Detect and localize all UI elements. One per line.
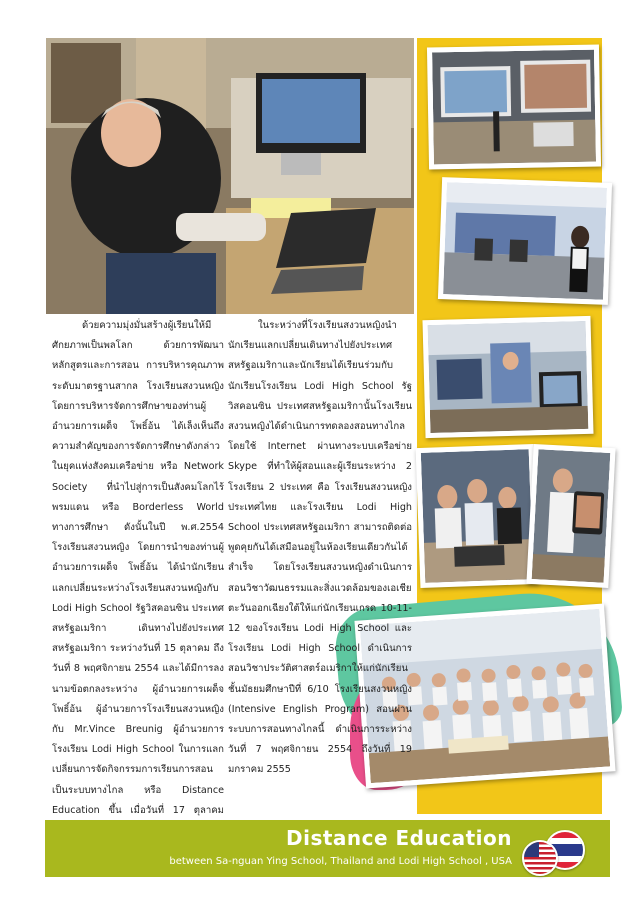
main-photo-teacher-computer	[46, 38, 414, 314]
article-column-left: ด้วยความมุ่งมั่นสร้างผู้เรียนให้มีศักยภาพเป็นพลโลก ด้วยการพัฒนาหลักสูตรและการสอน การบริหารคุณภาพระดับมาตรฐานสากล โรงเรียนสงวนหญิงโดยการบริหารจัดการศึกษาของท่านผู้อำนวยการเผด็จ โพธิ์อ้น ได้เล็งเห็นถึงความสำคัญของการจัดการศึกษาดังกล่าวในยุคแห่งสังคมเครือข่าย หรือ Network Society ที่นำไปสู่การเป็นสังคมโลกไร้พรมแดน หรือ Borderless World ทางการศึกษา ดังนั้นในปี พ.ศ.2554 โรงเรียนสงวนหญิง โดยการนำของท่านผู้อำนวยการเผด็จ โพธิ์อ้น ได้นำนักเรียนแลกเปลี่ยนระหว่างโรงเรียนสงวนหญิงกับ Lodi High School รัฐวิสคอนซิน ประเทศสหรัฐอเมริกา เดินทางไปยังประเทศสหรัฐอเมริกา ระหว่างวันที่ 15 ตุลาคม ถึงวันที่ 8 พฤศจิกายน 2554 และได้มีการลงนามข้อตกลงระหว่าง ผู้อำนวยการเผด็จ โพธิ์อ้น ผู้อำนวยการโรงเรียนสงวนหญิงกับ Mr.Vince Breunig ผู้อำนวยการโรงเรียน Lodi High School ในการแลกเปลี่ยนการจัดกิจกรรมการเรียนการสอนเป็นระบบทางไกล หรือ Distance Education ขึ้น เมื่อวันที่ 17 ตุลาคม	[52, 320, 224, 816]
footer-subtitle: between Sa-nguan Ying School, Thailand and Lodi High School , USA	[169, 856, 512, 867]
usa-flag-icon	[522, 840, 558, 876]
photo-students-at-computer	[416, 444, 539, 588]
photo-student-with-tablet	[526, 444, 615, 588]
article-column-right: ในระหว่างที่โรงเรียนสงวนหญิงนำนักเรียนแลกเปลี่ยนเดินทางไปยังประเทศสหรัฐอเมริกาและนักเรียนได้เรียนร่วมกับนักเรียนโรงเรียน Lodi High School รัฐวิสคอนซิน ประเทศสหรัฐอเมริกานั้นโรงเรียนสงวนหญิงได้ดำเนินการทดลองสอนทางไกลโดยใช้ Internet ผ่านทางระบบเครือข่าย Skype ที่ทำให้ผู้สอนและผู้เรียนระหว่าง 2 โรงเรียน 2 ประเทศ คือ โรงเรียนสงวนหญิง ประเทศไทย และโรงเรียน Lodi High School ประเทศสหรัฐอเมริกา สามารถติดต่อพูดคุยกันได้เสมือนอยู่ในห้องเรียนเดียวกันได้สำเร็จ โดยโรงเรียนสงวนหญิงดำเนินการสอนวิชาวัฒนธรรมและสิ่งแวดล้อมของเอเชียตะวันออกเฉียงใต้ให้แก่นักเรียนเกรด 10-11-12 ของโรงเรียน Lodi High School และโรงเรียน Lodi High School ดำเนินการสอนวิชาประวัติศาสตร์อเมริกาให้แก่นักเรียนชั้นมัธยมศึกษาปีที่ 6/10 โรงเรียนสงวนหญิง (Intensive English Program) สอนผ่านระบบการสอนทางไกลนี้ ดำเนินการระหว่างวันที่ 7 พฤศจิกายน 2554 ถึงวันที่ 19 มกราคม 2555	[228, 320, 412, 776]
photo-videoconference-screens	[427, 45, 601, 170]
footer-title: Distance Education	[285, 826, 512, 850]
photo-remote-class-display	[422, 316, 593, 438]
photo-teacher-in-classroom	[438, 177, 612, 305]
